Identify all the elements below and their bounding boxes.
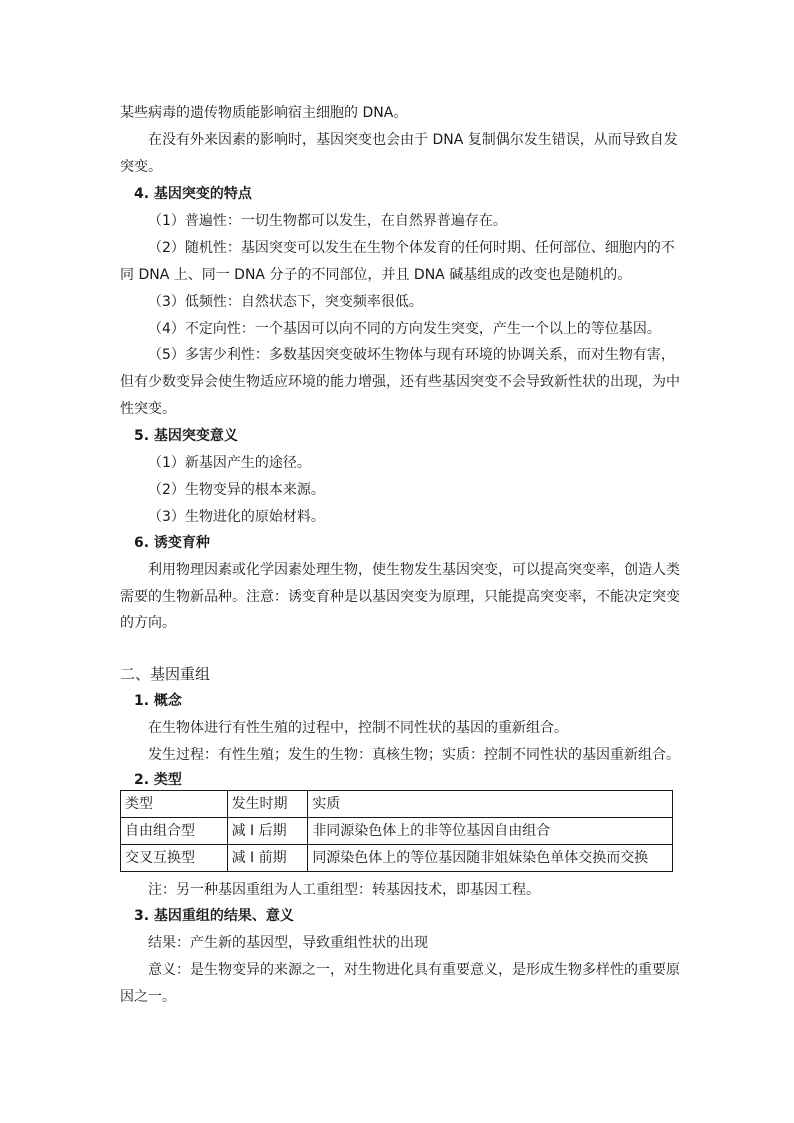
paragraph-line: 突变。	[120, 159, 162, 175]
list-item: （3）生物进化的原始材料。	[148, 509, 325, 525]
paragraph-line: 但有少数变异会使生物适应环境的能力增强，还有些基因突变不会导致新性状的出现，为中	[120, 374, 680, 390]
recombination-types-table	[120, 790, 673, 872]
table-header-cell: 实质	[308, 791, 673, 818]
paragraph-line: 同 DNA 上、同一 DNA 分子的不同部位，并且 DNA 碱基组成的改变也是随机的。	[120, 267, 632, 283]
section-heading: 2. 类型	[134, 772, 182, 788]
paragraph-line: 某些病毒的遗传物质能影响宿主细胞的 DNA。	[120, 105, 408, 121]
paragraph-line: 在没有外来因素的影响时，基因突变也会由于 DNA 复制偶尔发生错误，从而导致自发	[148, 132, 678, 148]
paragraph-line: 利用物理因素或化学因素处理生物，使生物发生基因突变，可以提高突变率，创造人类	[148, 562, 680, 578]
list-item: （3）低频性：自然状态下，突变频率很低。	[148, 294, 423, 310]
table-cell: 减 I 后期	[227, 818, 308, 845]
table-cell: 交叉互换型	[121, 845, 228, 872]
list-item: （1）普遍性：一切生物都可以发生，在自然界普遍存在。	[148, 213, 507, 229]
paragraph-line: 在生物体进行有性生殖的过程中，控制不同性状的基因的重新组合。	[148, 720, 568, 736]
table-row	[121, 818, 673, 845]
list-item: （4）不定向性：一个基因可以向不同的方向发生突变，产生一个以上的等位基因。	[148, 321, 661, 337]
paragraph-line: 因之一。	[120, 989, 176, 1005]
paragraph-line: 性突变。	[120, 401, 176, 417]
section-heading: 1. 概念	[134, 693, 182, 709]
table-header-row	[121, 791, 673, 818]
list-item: （5）多害少利性：多数基因突变破坏生物体与现有环境的协调关系，而对生物有害，	[148, 347, 675, 363]
table-cell: 同源染色体上的等位基因随非姐妹染色单体交换而交换	[308, 845, 673, 872]
table-cell: 非同源染色体上的非等位基因自由组合	[308, 818, 673, 845]
section-heading: 5. 基因突变意义	[134, 428, 238, 444]
list-item: （1）新基因产生的途径。	[148, 455, 311, 471]
paragraph-line: 发生过程：有性生殖；发生的生物：真核生物；实质：控制不同性状的基因重新组合。	[148, 747, 680, 763]
section-heading: 6. 诱变育种	[134, 535, 210, 551]
list-item: （2）随机性：基因突变可以发生在生物个体发育的任何时期、任何部位、细胞内的不	[148, 240, 675, 256]
table-header-cell: 类型	[121, 791, 228, 818]
paragraph-line: 结果：产生新的基因型，导致重组性状的出现	[148, 935, 428, 951]
paragraph-line: 意义：是生物变异的来源之一，对生物进化具有重要意义，是形成生物多样性的重要原	[148, 962, 680, 978]
paragraph-line: 的方向。	[120, 615, 176, 631]
paragraph-line: 需要的生物新品种。注意：诱变育种是以基因突变为原理，只能提高突变率，不能决定突变	[120, 589, 680, 605]
chapter-heading: 二、基因重组	[120, 665, 211, 683]
note-line: 注：另一种基因重组为人工重组型：转基因技术，即基因工程。	[148, 882, 540, 898]
section-heading: 3. 基因重组的结果、意义	[134, 908, 294, 924]
table-cell: 减 I 前期	[227, 845, 308, 872]
table-row	[121, 845, 673, 872]
section-heading: 4. 基因突变的特点	[134, 186, 252, 202]
table-header-cell: 发生时期	[227, 791, 308, 818]
table-cell: 自由组合型	[121, 818, 228, 845]
list-item: （2）生物变异的根本来源。	[148, 482, 325, 498]
